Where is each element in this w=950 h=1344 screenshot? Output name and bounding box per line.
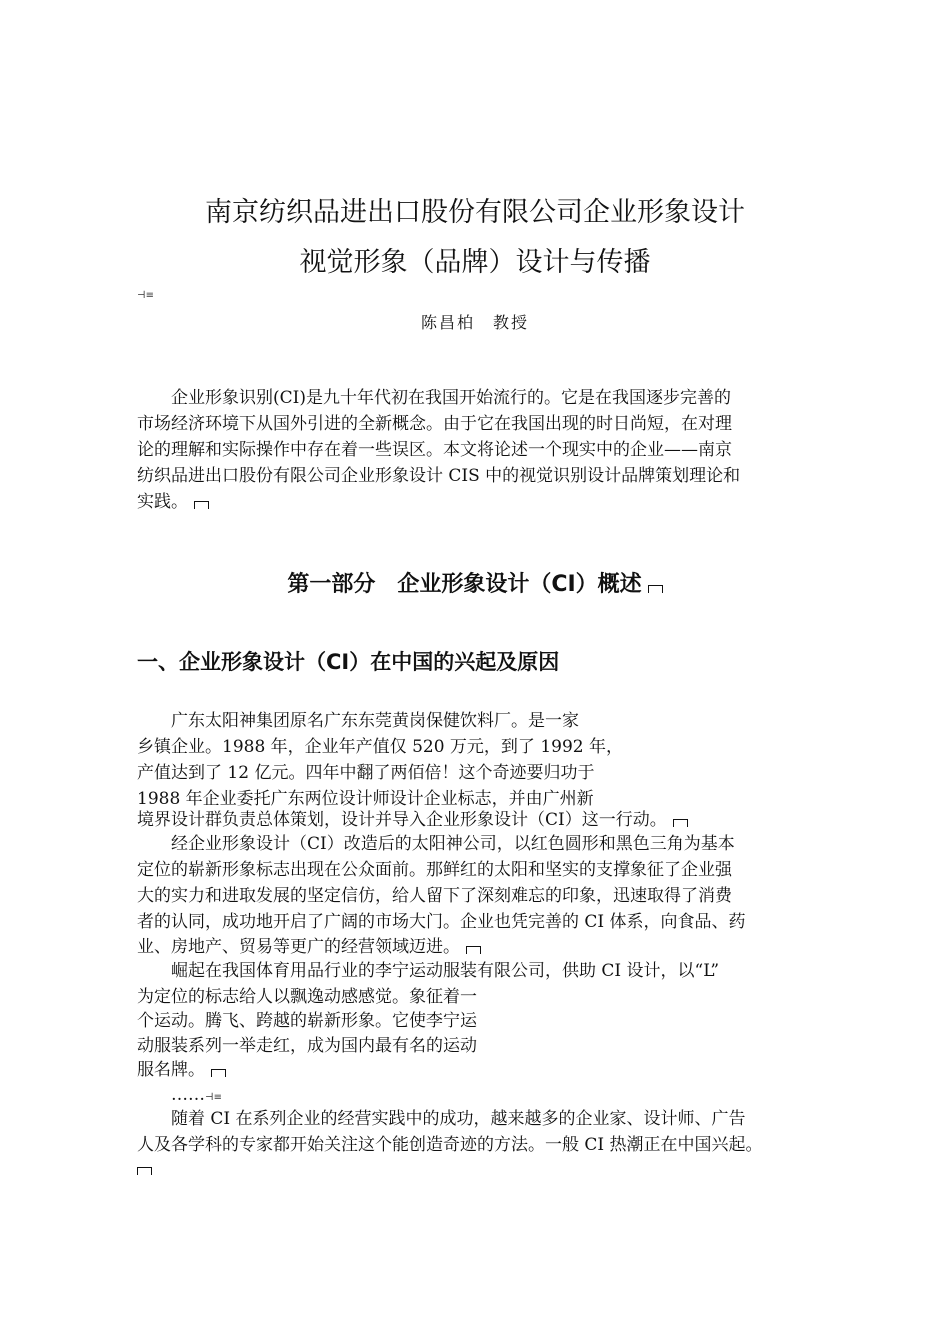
para1-line-last [137, 805, 688, 830]
ellipsis-text: …… [137, 1085, 205, 1105]
intro-line-text: 实践。 [137, 492, 188, 512]
para2-line: 者的认同，成功地开启了广阔的市场大门。企业也凭完善的 CI 体系，向食品、药 [137, 912, 746, 932]
section-heading: 一、企业形象设计（CI）在中国的兴起及原因 [137, 650, 560, 674]
ellipsis-line [137, 1080, 222, 1105]
para2-line-last [137, 932, 481, 957]
author: 陈昌柏 教授 [420, 313, 529, 332]
part-heading [0, 567, 950, 598]
para3-line-last [137, 1055, 226, 1080]
intro-line: 市场经济环境下从国外引进的全新概念。由于它在我国出现的时日尚短，在对理 [137, 414, 732, 434]
para2-line-text: 业、房地产、贸易等更广的经营领域迈进。 [137, 937, 460, 957]
format-mark: ⊣≡ [137, 290, 154, 301]
para3-line-text: 服名牌。 [137, 1060, 205, 1080]
para2-line: 定位的崭新形象标志出现在公众面前。那鲜红的太阳和坚实的支撑象征了企业强 [137, 860, 732, 880]
para1-line: 广东太阳神集团原名广东东莞黄岗保健饮料厂。是一家 [137, 711, 579, 731]
intro-line-last [137, 487, 209, 512]
format-mark: ⊣≡ [205, 1092, 222, 1103]
paragraph-mark-icon [137, 1167, 152, 1175]
para3-line: 崛起在我国体育用品行业的李宁运动服装有限公司，供助 CI 设计，以“L” [137, 961, 720, 981]
intro-line: 论的理解和实际操作中存在着一些误区。本文将论述一个现实中的企业——南京 [137, 440, 732, 460]
paragraph-mark-icon [648, 585, 663, 593]
para1-line: 1988 年企业委托广东两位设计师设计企业标志，并由广州新 [137, 789, 594, 809]
para3-line: 个运动。腾飞、跨越的崭新形象。它使李宁运 [137, 1011, 477, 1031]
part-heading-text: 第一部分 企业形象设计（CI）概述 [287, 572, 642, 597]
title-line-2: 视觉形象（品牌）设计与传播 [299, 247, 651, 278]
para3-line: 为定位的标志给人以飘逸动感感觉。象征着一 [137, 987, 477, 1007]
title-line-1: 南京纺织品进出口股份有限公司企业形象设计 [205, 197, 745, 228]
para1-line-text: 境界设计群负责总体策划，设计并导入企业形象设计（CI）这一行动。 [137, 810, 667, 830]
intro-line: 企业形象识别(CI)是九十年代初在我国开始流行的。它是在我国逐步完善的 [137, 388, 731, 408]
para2-line: 大的实力和进取发展的坚定信仿，给人留下了深刻难忘的印象，迅速取得了消费 [137, 886, 732, 906]
para1-line: 产值达到了 12 亿元。四年中翻了两佰倍！这个奇迹要归功于 [137, 763, 595, 783]
paragraph-mark-icon [673, 819, 688, 827]
para4-line: 随着 CI 在系列企业的经营实践中的成功，越来越多的企业家、设计师、广告 [137, 1109, 746, 1129]
para4-end-mark [137, 1158, 152, 1178]
paragraph-mark-icon [211, 1069, 226, 1077]
para1-line: 乡镇企业。1988 年，企业年产值仅 520 万元，到了 1992 年， [137, 737, 623, 757]
intro-line: 纺织品进出口股份有限公司企业形象设计 CIS 中的视觉识别设计品牌策划理论和 [137, 466, 741, 486]
paragraph-mark-icon [466, 946, 481, 954]
para2-line: 经企业形象设计（CI）改造后的太阳神公司，以红色圆形和黑色三角为基本 [137, 834, 735, 854]
paragraph-mark-icon [194, 501, 209, 509]
para3-line: 动服装系列一举走红，成为国内最有名的运动 [137, 1036, 477, 1056]
para4-line: 人及各学科的专家都开始关注这个能创造奇迹的方法。一般 CI 热潮正在中国兴起。 [137, 1135, 763, 1155]
